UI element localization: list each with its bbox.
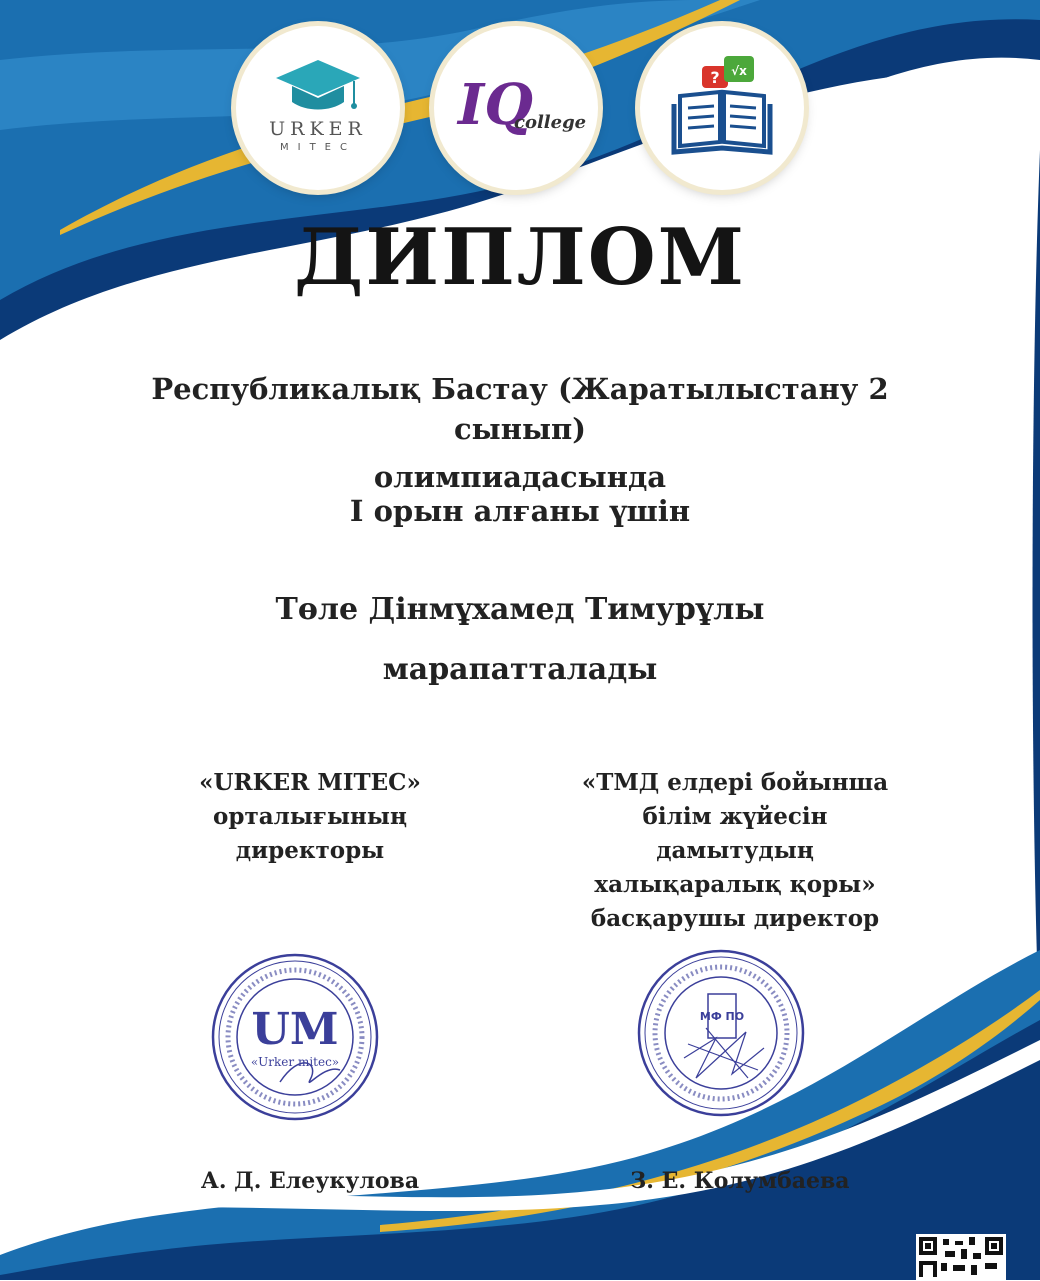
college-logo-text: college	[514, 112, 587, 133]
right-signer-line: халықаралық қоры»	[594, 871, 876, 898]
right-signer-title	[550, 766, 920, 936]
mitec-logo-text: MITEC	[280, 142, 356, 153]
graduation-cap-icon	[236, 26, 400, 190]
right-signer-line: «ТМД елдері бойынша	[581, 769, 889, 796]
open-book-icon	[640, 26, 804, 190]
right-signer-line: дамытудың	[656, 837, 814, 864]
award-description	[120, 372, 920, 528]
iq-logo-mark: IQ	[458, 72, 533, 138]
left-signer-line: орталығының	[213, 803, 407, 830]
urker-mitec-logo	[236, 26, 400, 190]
right-signer-line: білім жүйесін	[642, 803, 828, 830]
right-signer-line: басқарушы директор	[590, 905, 880, 932]
diploma-title: ДИПЛОМ	[294, 212, 746, 303]
left-signer-title	[150, 766, 470, 868]
award-line-2: сынып)	[454, 412, 586, 446]
right-signer-name: З. Е. Колумбаева	[630, 1168, 850, 1194]
right-stamp	[636, 948, 806, 1118]
left-signer-line: директоры	[235, 837, 385, 864]
left-stamp	[210, 952, 380, 1122]
recipient-name: Төле Дінмұхамед Тимурұлы	[275, 592, 765, 627]
right-stamp-text: МФ ПО	[699, 1010, 745, 1023]
award-line-1: Республикалық Бастау (Жаратылыстану 2	[151, 372, 889, 406]
open-book-logo	[640, 26, 804, 190]
awarded-text: марапатталады	[382, 652, 658, 687]
iq-college-logo	[434, 26, 598, 190]
svg-text:√x: √x	[731, 64, 747, 78]
left-signer-line: «URKER MITEC»	[199, 769, 421, 796]
left-signer-name: А. Д. Елеукулова	[200, 1168, 420, 1194]
qr-code	[916, 1234, 1006, 1280]
left-stamp-text: UM	[251, 1004, 339, 1055]
svg-text:?: ?	[710, 68, 720, 87]
left-stamp-subtext: «Urker mitec»	[250, 1055, 340, 1069]
award-line-3: олимпиадасында	[373, 460, 667, 494]
urker-logo-text: URKER	[269, 118, 367, 140]
award-line-4: I орын алғаны үшін	[349, 494, 691, 528]
